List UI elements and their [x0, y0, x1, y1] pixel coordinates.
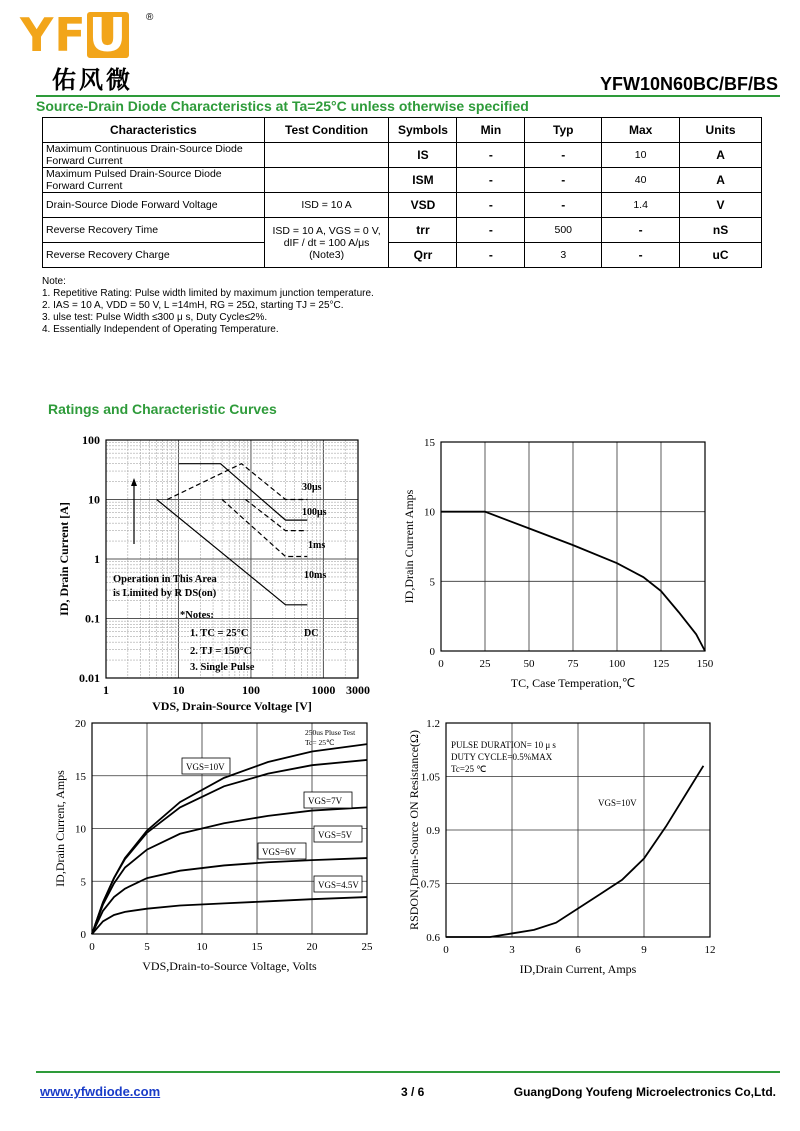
company-name: GuangDong Youfeng Microelectronics Co,Ltd.: [513, 1085, 776, 1099]
annotation-text: 3. Single Pulse: [190, 662, 255, 673]
column-header: Units: [680, 118, 762, 143]
x-tick-label: 12: [704, 944, 716, 956]
x-tick-label: 25: [361, 941, 373, 953]
y-axis-label: RSDON,Drain-Source ON Resistance(Ω): [407, 730, 421, 930]
table-row: [43, 193, 762, 218]
x-axis-label: VDS,Drain-to-Source Voltage, Volts: [142, 959, 317, 973]
section-title: Source-Drain Diode Characteristics at Ta=25°C unless otherwise specified: [36, 98, 529, 114]
series-line: [446, 766, 703, 937]
condition-cell: [264, 143, 389, 168]
y-tick-label: 10: [424, 506, 435, 519]
y-tick-label: 10: [75, 823, 86, 836]
x-tick-label: 150: [696, 658, 714, 670]
symbol-cell: VSD: [389, 193, 457, 218]
y-tick-label: 10: [88, 492, 100, 507]
x-tick-label: 6: [575, 944, 581, 956]
y-tick-label: 0: [80, 929, 86, 941]
y-tick-label: 0.1: [85, 611, 100, 626]
typ-cell: 500: [525, 218, 602, 243]
y-axis-label: ID, Drain Current [A]: [57, 502, 71, 616]
series-label: VGS=5V: [318, 830, 353, 840]
logo-chinese-name: 佑风微: [52, 66, 133, 94]
note-line: Note:: [42, 276, 66, 287]
diode-characteristics-table: [42, 117, 762, 268]
series-label: VGS=10V: [598, 798, 637, 808]
unit-cell: A: [680, 168, 762, 193]
x-tick-label: 75: [567, 658, 579, 670]
column-header: Test Condition: [264, 118, 389, 143]
column-header: Max: [602, 118, 680, 143]
typ-cell: -: [525, 168, 602, 193]
min-cell: -: [457, 143, 525, 168]
charts-canvas: [0, 420, 800, 1000]
x-tick-label: 10: [196, 941, 208, 953]
registered-mark: ®: [146, 12, 154, 23]
part-number: YFW10N60BC/BF/BS: [599, 74, 778, 94]
symbol-cell: IS: [389, 143, 457, 168]
y-tick-label: 1.2: [426, 718, 440, 730]
x-tick-label: 5: [144, 941, 150, 953]
x-tick-label: 1: [103, 683, 109, 697]
annotation-text: Tc= 25℃: [305, 738, 335, 747]
annotation-text: Operation in This Area: [113, 574, 217, 585]
annotation-text: 250us Pluse Test: [305, 728, 356, 737]
table-row: [43, 143, 762, 168]
series-label: VGS=6V: [262, 847, 297, 857]
series-label: 100μs: [302, 507, 327, 518]
series-label: 30μs: [302, 482, 322, 493]
y-tick-label: 20: [75, 718, 86, 730]
y-tick-label: 15: [424, 437, 435, 449]
page-number: 3 / 6: [401, 1085, 425, 1099]
series-label: VGS=10V: [186, 762, 225, 772]
series-label: DC: [304, 628, 319, 639]
annotation-text: 1. TC = 25°C: [190, 628, 249, 639]
x-tick-label: 1000: [311, 683, 336, 697]
y-tick-label: 100: [82, 433, 100, 447]
series-label: 1ms: [308, 540, 326, 551]
annotation-text: is Limited by R DS(on): [113, 588, 217, 599]
condition-line: (Note3): [309, 248, 345, 261]
condition-line: ISD = 10 A, VGS = 0 V,: [272, 224, 381, 237]
x-tick-label: 3: [509, 944, 515, 956]
note-line: 2. IAS = 10 A, VDD = 50 V, L =14mH, RG = 25Ω, starting TJ = 25°C.: [42, 300, 344, 311]
x-tick-label: 0: [89, 941, 95, 953]
arrow-head: [131, 478, 137, 486]
characteristic-cell: Reverse Recovery Time: [43, 218, 265, 243]
table-row: [43, 168, 762, 193]
y-tick-label: 15: [75, 770, 86, 783]
table-header-row: [43, 118, 762, 143]
table-row: [43, 218, 762, 243]
y-axis-label: ID,Drain Current, Amps: [53, 770, 67, 887]
characteristic-cell: Reverse Recovery Charge: [43, 243, 265, 268]
y-tick-label: 0.6: [426, 932, 440, 944]
curves-section-title: Ratings and Characteristic Curves: [48, 401, 277, 417]
x-tick-label: 25: [479, 658, 491, 670]
company-logo: YFU: [20, 8, 128, 62]
unit-cell: A: [680, 143, 762, 168]
x-tick-label: 50: [523, 658, 535, 670]
y-tick-label: 0.75: [420, 878, 440, 891]
annotation-text: *Notes:: [180, 610, 214, 621]
x-tick-label: 10: [172, 683, 185, 697]
unit-cell: uC: [680, 243, 762, 268]
x-tick-label: 15: [251, 941, 263, 953]
min-cell: -: [457, 193, 525, 218]
column-header: Typ: [525, 118, 602, 143]
condition-cell: [264, 168, 389, 193]
characteristic-cell: Drain-Source Diode Forward Voltage: [43, 193, 265, 218]
y-axis-label: ID,Drain Current Amps: [402, 489, 416, 604]
x-axis-label: ID,Drain Current, Amps: [519, 962, 637, 976]
column-header: Symbols: [389, 118, 457, 143]
max-cell: 1.4: [602, 193, 680, 218]
note-line: 1. Repetitive Rating: Pulse width limited by maximum junction temperature.: [42, 288, 374, 299]
condition-cell: ISD = 10 A: [264, 193, 389, 218]
max-cell: 40: [602, 168, 680, 193]
min-cell: -: [457, 243, 525, 268]
series-line: [92, 858, 367, 934]
annotation-text: PULSE DURATION= 10 μ s: [451, 740, 556, 750]
x-tick-label: 0: [443, 944, 449, 956]
x-axis-label: TC, Case Temperation,℃: [510, 676, 636, 690]
note-line: 4. Essentially Independent of Operating Temperature.: [42, 324, 279, 335]
typ-cell: -: [525, 193, 602, 218]
x-tick-label: 125: [652, 658, 670, 670]
condition-line: dIF / dt = 100 A/μs: [283, 236, 370, 249]
x-tick-label: 100: [608, 658, 626, 670]
max-cell: -: [602, 243, 680, 268]
series-line: [178, 464, 307, 520]
min-cell: -: [457, 218, 525, 243]
series-label: VGS=7V: [308, 796, 343, 806]
table-row: [43, 243, 762, 268]
column-header: Characteristics: [43, 118, 265, 143]
x-tick-label: 9: [641, 944, 647, 956]
annotation-text: DUTY CYCLE=0.5%MAX: [451, 752, 553, 762]
notes-block: [42, 276, 374, 336]
y-tick-label: 1.05: [420, 771, 440, 784]
footer-divider: [36, 1071, 780, 1073]
y-tick-label: 5: [429, 576, 435, 589]
note-line: 3. ulse test: Pulse Width ≤300 μ s, Duty Cycle≤2%.: [42, 312, 268, 323]
characteristic-cell: Maximum Continuous Drain-Source Diode Forward Current: [43, 143, 265, 168]
series-label: 10ms: [304, 570, 327, 581]
x-tick-label: 20: [306, 941, 318, 953]
website-link[interactable]: www.yfwdiode.com: [40, 1084, 161, 1099]
unit-cell: nS: [680, 218, 762, 243]
max-cell: -: [602, 218, 680, 243]
min-cell: -: [457, 168, 525, 193]
y-tick-label: 0.9: [426, 825, 440, 837]
symbol-cell: Qrr: [389, 243, 457, 268]
annotation-text: Tc=25 ℃: [451, 764, 487, 774]
column-header: Min: [457, 118, 525, 143]
y-tick-label: 1: [94, 552, 100, 566]
typ-cell: 3: [525, 243, 602, 268]
x-tick-label: 3000: [346, 683, 370, 697]
max-cell: 10: [602, 143, 680, 168]
unit-cell: V: [680, 193, 762, 218]
series-line: [92, 897, 367, 934]
series-label: VGS=4.5V: [318, 880, 359, 890]
y-tick-label: 5: [80, 876, 86, 889]
merged-condition-cell: [264, 218, 389, 268]
x-tick-label: 100: [241, 683, 260, 697]
symbol-cell: trr: [389, 218, 457, 243]
symbol-cell: ISM: [389, 168, 457, 193]
y-tick-label: 0.01: [79, 671, 100, 685]
header-divider: [36, 95, 780, 97]
annotation-text: 2. TJ = 150°C: [190, 646, 252, 657]
series-line: [245, 500, 307, 531]
x-tick-label: 0: [438, 658, 444, 670]
x-axis-label: VDS, Drain-Source Voltage [V]: [152, 699, 312, 713]
y-tick-label: 0: [429, 646, 435, 658]
characteristic-cell: Maximum Pulsed Drain-Source Diode Forward Current: [43, 168, 265, 193]
typ-cell: -: [525, 143, 602, 168]
